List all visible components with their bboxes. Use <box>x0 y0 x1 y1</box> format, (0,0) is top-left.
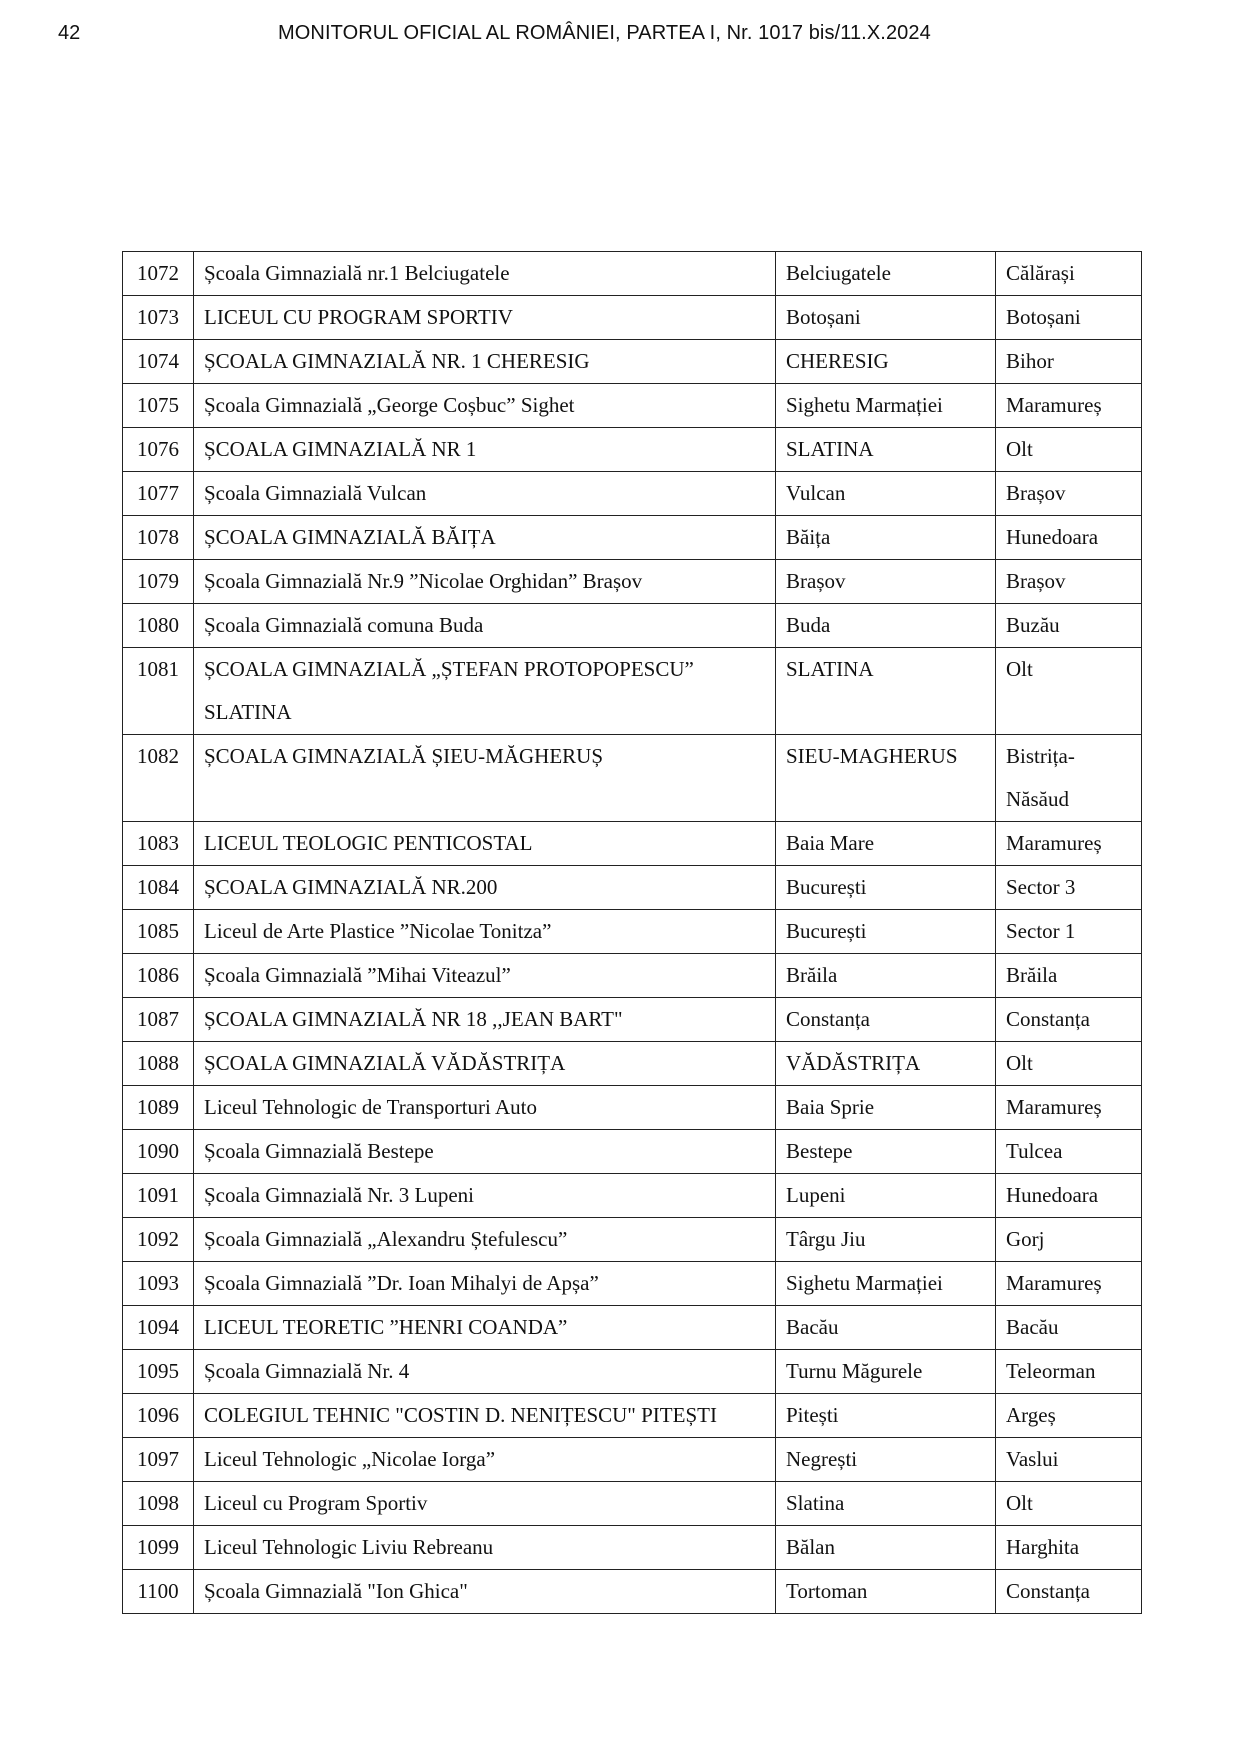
school-name: Școala Gimnazială Nr. 3 Lupeni <box>194 1174 776 1218</box>
county: Tulcea <box>996 1130 1142 1174</box>
locality: Constanța <box>776 998 996 1042</box>
school-name: Școala Gimnazială „Alexandru Ștefulescu” <box>194 1218 776 1262</box>
locality: VĂDĂSTRIȚA <box>776 1042 996 1086</box>
locality: București <box>776 866 996 910</box>
row-number: 1074 <box>123 340 194 384</box>
locality: Pitești <box>776 1394 996 1438</box>
table-row <box>123 604 1142 648</box>
locality: Târgu Jiu <box>776 1218 996 1262</box>
locality: Bacău <box>776 1306 996 1350</box>
school-name: ȘCOALA GIMNAZIALĂ BĂIȚA <box>194 516 776 560</box>
school-name: LICEUL TEORETIC ”HENRI COANDA” <box>194 1306 776 1350</box>
school-name: ȘCOALA GIMNAZIALĂ NR 18 ,,JEAN BART" <box>194 998 776 1042</box>
locality: Negrești <box>776 1438 996 1482</box>
school-name: Școala Gimnazială Nr. 4 <box>194 1350 776 1394</box>
school-name: Liceul Tehnologic de Transporturi Auto <box>194 1086 776 1130</box>
row-number: 1078 <box>123 516 194 560</box>
locality: Sighetu Marmației <box>776 384 996 428</box>
locality: București <box>776 910 996 954</box>
row-number: 1079 <box>123 560 194 604</box>
row-number: 1089 <box>123 1086 194 1130</box>
locality: CHERESIG <box>776 340 996 384</box>
table-row <box>123 428 1142 472</box>
page-number: 42 <box>58 22 81 44</box>
county: Buzău <box>996 604 1142 648</box>
table-row <box>123 648 1142 735</box>
county: Brașov <box>996 560 1142 604</box>
county: Olt <box>996 428 1142 472</box>
locality: Baia Sprie <box>776 1086 996 1130</box>
county: Constanța <box>996 998 1142 1042</box>
school-name: Școala Gimnazială Bestepe <box>194 1130 776 1174</box>
row-number: 1085 <box>123 910 194 954</box>
school-name: ȘCOALA GIMNAZIALĂ NR.200 <box>194 866 776 910</box>
table-row <box>123 516 1142 560</box>
county: Bistrița-Năsăud <box>996 735 1142 822</box>
school-name: ȘCOALA GIMNAZIALĂ NR 1 <box>194 428 776 472</box>
locality: Buda <box>776 604 996 648</box>
table-row <box>123 340 1142 384</box>
table-row <box>123 998 1142 1042</box>
table-row <box>123 1570 1142 1614</box>
row-number: 1091 <box>123 1174 194 1218</box>
table-row <box>123 954 1142 998</box>
table-row <box>123 866 1142 910</box>
row-number: 1088 <box>123 1042 194 1086</box>
table-row <box>123 1438 1142 1482</box>
table-row <box>123 560 1142 604</box>
locality: Băița <box>776 516 996 560</box>
locality: Turnu Măgurele <box>776 1350 996 1394</box>
county: Maramureș <box>996 1262 1142 1306</box>
locality: Slatina <box>776 1482 996 1526</box>
school-name: ȘCOALA GIMNAZIALĂ ȘIEU-MĂGHERUȘ <box>194 735 776 822</box>
county: Harghita <box>996 1526 1142 1570</box>
school-name: LICEUL TEOLOGIC PENTICOSTAL <box>194 822 776 866</box>
county: Hunedoara <box>996 516 1142 560</box>
county: Brașov <box>996 472 1142 516</box>
locality: Bălan <box>776 1526 996 1570</box>
county: Bacău <box>996 1306 1142 1350</box>
school-name: ȘCOALA GIMNAZIALĂ VĂDĂSTRIȚA <box>194 1042 776 1086</box>
table-row <box>123 472 1142 516</box>
row-number: 1100 <box>123 1570 194 1614</box>
locality: Belciugatele <box>776 252 996 296</box>
table-row <box>123 1218 1142 1262</box>
school-name: ȘCOALA GIMNAZIALĂ „ȘTEFAN PROTOPOPESCU” SLATINA <box>194 648 776 735</box>
school-name: Școala Gimnazială nr.1 Belciugatele <box>194 252 776 296</box>
county: Olt <box>996 1482 1142 1526</box>
table-row <box>123 910 1142 954</box>
table-row <box>123 296 1142 340</box>
locality: Tortoman <box>776 1570 996 1614</box>
school-name: Liceul cu Program Sportiv <box>194 1482 776 1526</box>
table-row <box>123 822 1142 866</box>
table-row <box>123 384 1142 428</box>
locality: Lupeni <box>776 1174 996 1218</box>
locality: Baia Mare <box>776 822 996 866</box>
table-row <box>123 1130 1142 1174</box>
row-number: 1098 <box>123 1482 194 1526</box>
schools-table-body <box>123 252 1142 1614</box>
table-row <box>123 1174 1142 1218</box>
table-row <box>123 1394 1142 1438</box>
table-row <box>123 1306 1142 1350</box>
table-row <box>123 1262 1142 1306</box>
county: Brăila <box>996 954 1142 998</box>
county: Hunedoara <box>996 1174 1142 1218</box>
row-number: 1087 <box>123 998 194 1042</box>
schools-table <box>122 251 1142 1614</box>
locality: SIEU-MAGHERUS <box>776 735 996 822</box>
row-number: 1072 <box>123 252 194 296</box>
county: Maramureș <box>996 1086 1142 1130</box>
row-number: 1092 <box>123 1218 194 1262</box>
county: Maramureș <box>996 822 1142 866</box>
locality: Botoșani <box>776 296 996 340</box>
table-row <box>123 252 1142 296</box>
county: Maramureș <box>996 384 1142 428</box>
locality: Bestepe <box>776 1130 996 1174</box>
locality: Vulcan <box>776 472 996 516</box>
school-name: Liceul Tehnologic Liviu Rebreanu <box>194 1526 776 1570</box>
school-name: Școala Gimnazială Nr.9 ”Nicolae Orghidan” Brașov <box>194 560 776 604</box>
row-number: 1077 <box>123 472 194 516</box>
row-number: 1094 <box>123 1306 194 1350</box>
county: Bihor <box>996 340 1142 384</box>
locality: Sighetu Marmației <box>776 1262 996 1306</box>
school-name: Școala Gimnazială ”Dr. Ioan Mihalyi de Apșa” <box>194 1262 776 1306</box>
row-number: 1080 <box>123 604 194 648</box>
school-name: Școala Gimnazială ”Mihai Viteazul” <box>194 954 776 998</box>
row-number: 1086 <box>123 954 194 998</box>
county: Argeș <box>996 1394 1142 1438</box>
school-name: COLEGIUL TEHNIC "COSTIN D. NENIȚESCU" PITEȘTI <box>194 1394 776 1438</box>
row-number: 1097 <box>123 1438 194 1482</box>
table-row <box>123 1526 1142 1570</box>
school-name: Școala Gimnazială comuna Buda <box>194 604 776 648</box>
table-row <box>123 1350 1142 1394</box>
county: Sector 1 <box>996 910 1142 954</box>
school-name: Școala Gimnazială Vulcan <box>194 472 776 516</box>
table-row <box>123 1042 1142 1086</box>
county: Botoșani <box>996 296 1142 340</box>
table-row <box>123 735 1142 822</box>
row-number: 1095 <box>123 1350 194 1394</box>
locality: SLATINA <box>776 648 996 735</box>
table-row <box>123 1482 1142 1526</box>
table-row <box>123 1086 1142 1130</box>
row-number: 1096 <box>123 1394 194 1438</box>
locality: Brașov <box>776 560 996 604</box>
row-number: 1082 <box>123 735 194 822</box>
county: Sector 3 <box>996 866 1142 910</box>
row-number: 1083 <box>123 822 194 866</box>
locality: SLATINA <box>776 428 996 472</box>
row-number: 1099 <box>123 1526 194 1570</box>
row-number: 1075 <box>123 384 194 428</box>
row-number: 1090 <box>123 1130 194 1174</box>
school-name: Școala Gimnazială „George Coșbuc” Sighet <box>194 384 776 428</box>
county: Vaslui <box>996 1438 1142 1482</box>
county: Călărași <box>996 252 1142 296</box>
row-number: 1073 <box>123 296 194 340</box>
school-name: Liceul de Arte Plastice ”Nicolae Tonitza” <box>194 910 776 954</box>
row-number: 1076 <box>123 428 194 472</box>
school-name: ȘCOALA GIMNAZIALĂ NR. 1 CHERESIG <box>194 340 776 384</box>
row-number: 1084 <box>123 866 194 910</box>
county: Olt <box>996 648 1142 735</box>
school-name: Școala Gimnazială "Ion Ghica" <box>194 1570 776 1614</box>
county: Gorj <box>996 1218 1142 1262</box>
row-number: 1093 <box>123 1262 194 1306</box>
page-header <box>0 22 1240 52</box>
school-name: LICEUL CU PROGRAM SPORTIV <box>194 296 776 340</box>
row-number: 1081 <box>123 648 194 735</box>
publication-title: MONITORUL OFICIAL AL ROMÂNIEI, PARTEA I, Nr. 1017 bis/11.X.2024 <box>278 22 931 44</box>
county: Olt <box>996 1042 1142 1086</box>
school-name: Liceul Tehnologic „Nicolae Iorga” <box>194 1438 776 1482</box>
county: Teleorman <box>996 1350 1142 1394</box>
county: Constanța <box>996 1570 1142 1614</box>
locality: Brăila <box>776 954 996 998</box>
